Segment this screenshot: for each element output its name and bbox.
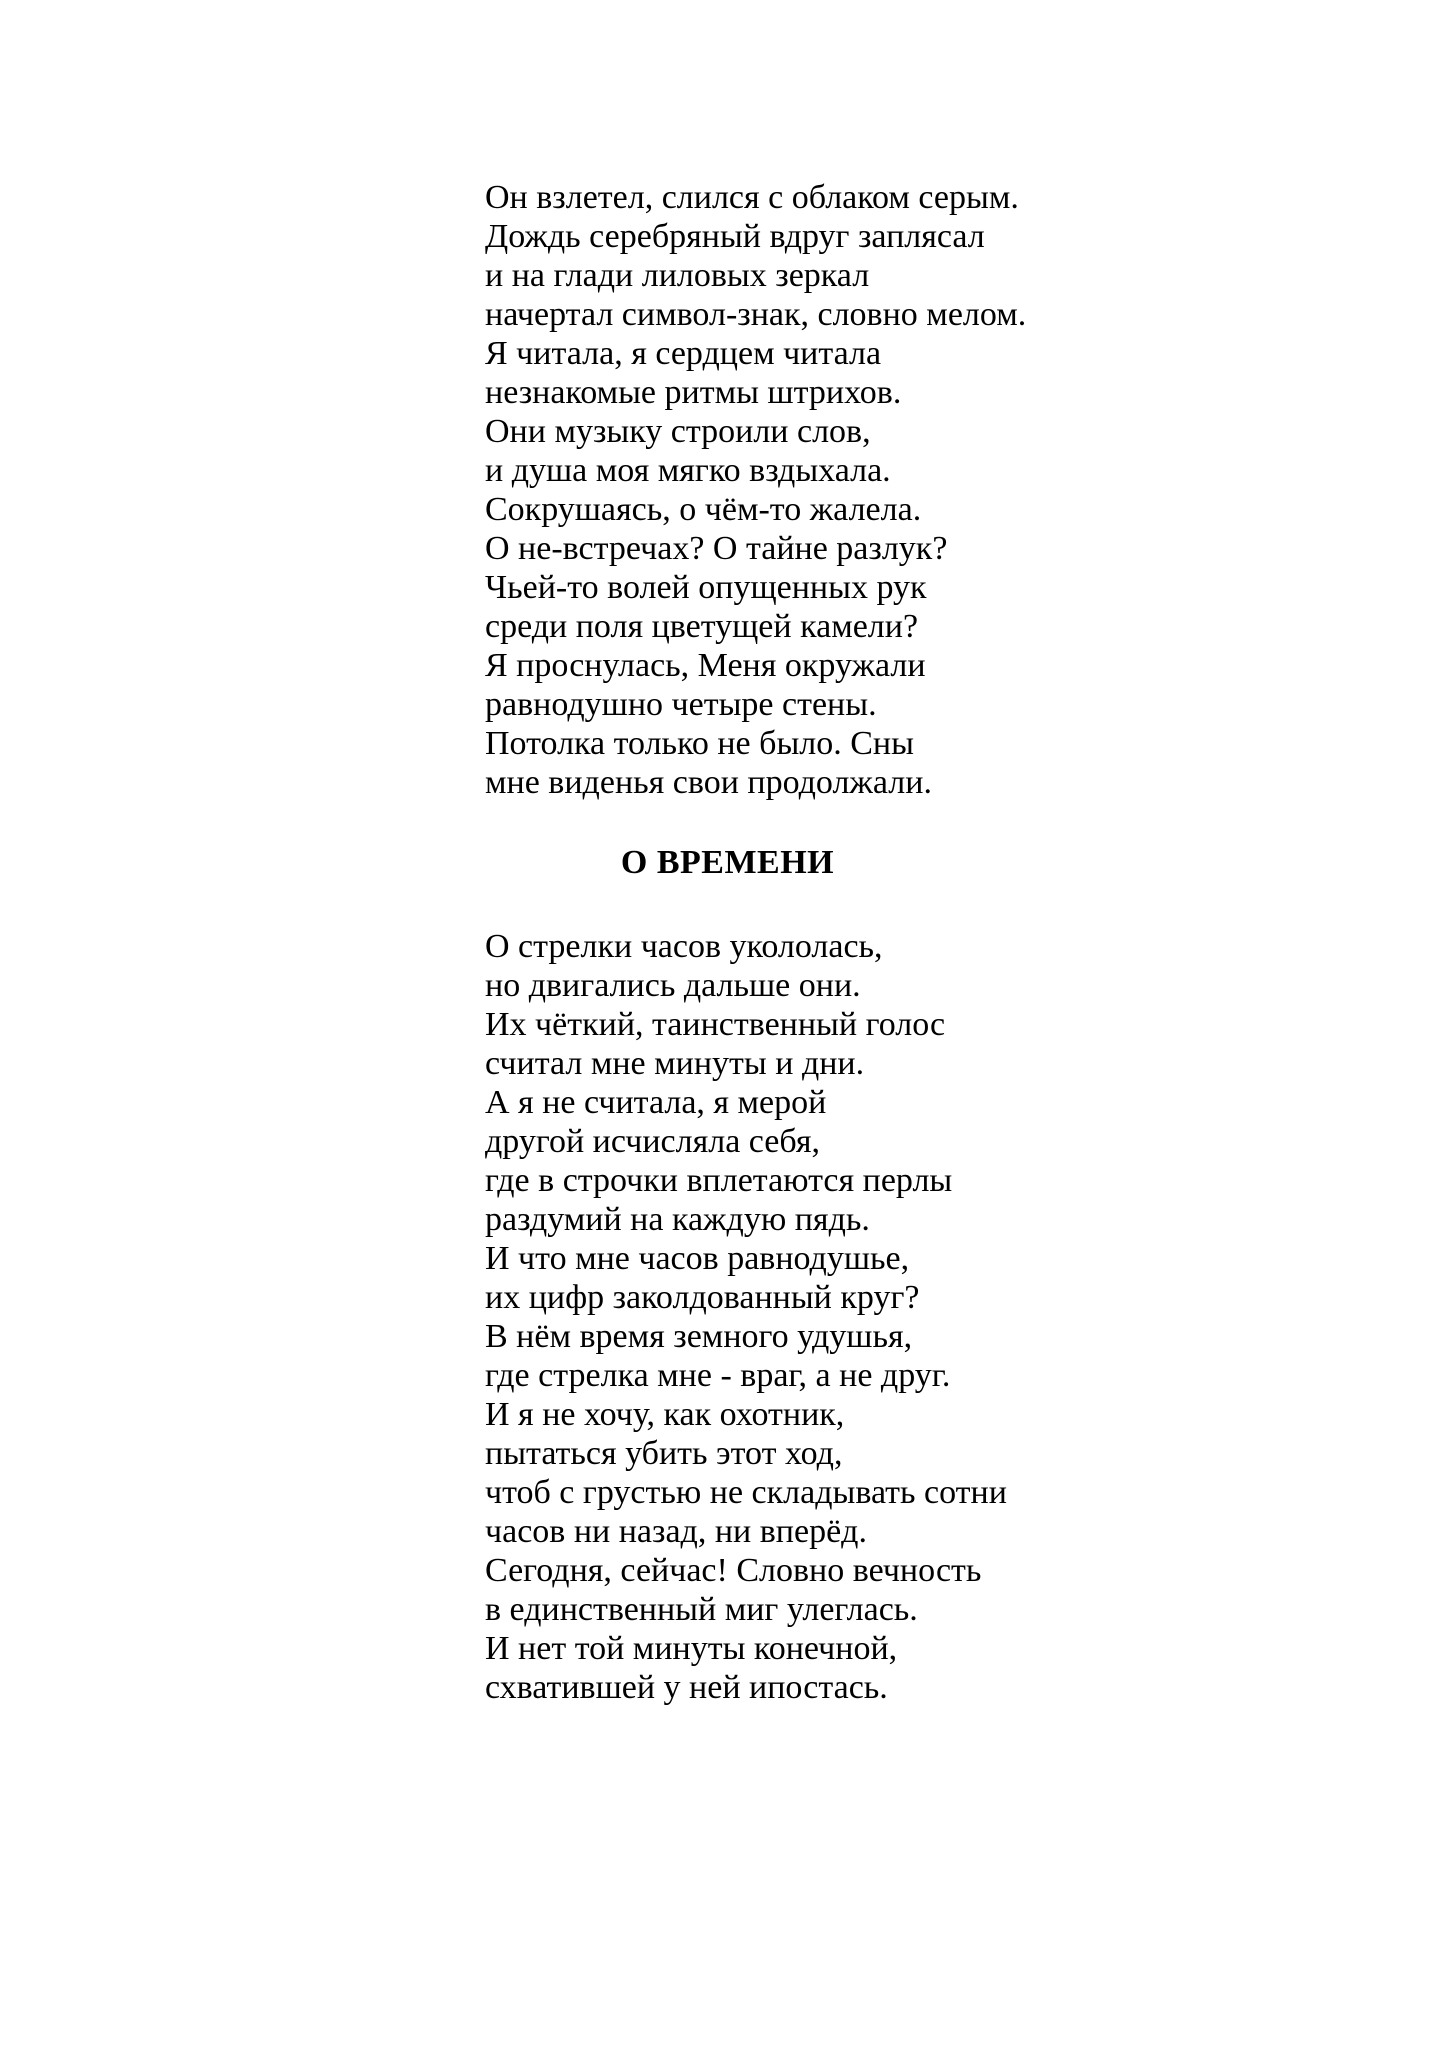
poem-line: О не-встречах? О тайне разлук?	[485, 530, 948, 567]
poem-line: А я не считала, я мерой	[485, 1084, 827, 1121]
poem-line: схватившей у ней ипостась.	[485, 1669, 888, 1706]
poem-line: раздумий на каждую пядь.	[485, 1201, 870, 1238]
poem-line: незнакомые ритмы штрихов.	[485, 374, 902, 411]
page-content	[0, 178, 1455, 1707]
poem-line: равнодушно четыре стены.	[485, 686, 877, 723]
poem-line: Дождь серебряный вдруг заплясал	[485, 218, 985, 255]
poem-line: где в строчки вплетаются перлы	[485, 1162, 953, 1199]
poem-line: И я не хочу, как охотник,	[485, 1396, 845, 1433]
poem-title: О ВРЕМЕНИ	[620, 844, 835, 881]
poem-line: Я читала, я сердцем читала	[485, 335, 882, 372]
poem-line: их цифр заколдованный круг?	[485, 1279, 920, 1316]
poem-line: и на глади лиловых зеркал	[485, 257, 870, 294]
poem-line: среди поля цветущей камели?	[485, 608, 919, 645]
poem-line: начертал символ-знак, словно мелом.	[485, 296, 1027, 333]
poem-line: пытаться убить этот ход,	[485, 1435, 843, 1472]
poem-line: чтоб с грустью не складывать сотни	[485, 1474, 1007, 1511]
poem-line: Они музыку строили слов,	[485, 413, 871, 450]
poem-line: но двигались дальше они.	[485, 967, 861, 1004]
poem-line: Потолка только не было. Сны	[485, 725, 914, 762]
poem-line: Чьей-то волей опущенных рук	[485, 569, 927, 606]
poem-line: И что мне часов равнодушье,	[485, 1240, 910, 1277]
poem-line: В нём время земного удушья,	[485, 1318, 913, 1355]
poem-line: часов ни назад, ни вперёд.	[485, 1513, 867, 1550]
poem-o-vremeni	[0, 927, 1455, 1707]
poem-line: О стрелки часов укололась,	[485, 928, 883, 965]
poem-line: Сокрушаясь, о чём-то жалела.	[485, 491, 922, 528]
poem-line: где стрелка мне - враг, а не друг.	[485, 1357, 951, 1394]
poem-first-stanza	[0, 178, 1455, 802]
poem-line: И нет той минуты конечной,	[485, 1630, 898, 1667]
poem-line: другой исчисляла себя,	[485, 1123, 820, 1160]
poem-line: Он взлетел, слился с облаком серым.	[485, 179, 1019, 216]
poem-line: и душа моя мягко вздыхала.	[485, 452, 891, 489]
poem-line: считал мне минуты и дни.	[485, 1045, 865, 1082]
poem-line: Их чёткий, таинственный голос	[485, 1006, 946, 1043]
poem-line: мне виденья свои продолжали.	[485, 764, 932, 801]
poem-line: в единственный миг улеглась.	[485, 1591, 918, 1628]
poem-line: Сегодня, сейчас! Словно вечность	[485, 1552, 982, 1589]
poem-line: Я проснулась, Меня окружали	[485, 647, 926, 684]
